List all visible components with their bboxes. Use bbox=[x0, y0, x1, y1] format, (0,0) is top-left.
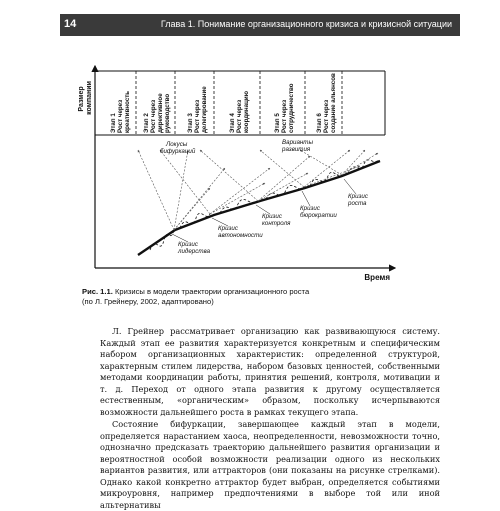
chapter-title: Глава 1. Понимание организационного кризиса и кризисной ситуации bbox=[160, 19, 452, 29]
stage-5-label: Этап 5 Рост через сотрудничество bbox=[274, 83, 295, 133]
crisis-growth-label: Кризис роста bbox=[348, 193, 368, 207]
body-text bbox=[100, 326, 440, 511]
development-variants-label: Варианты развития bbox=[282, 139, 314, 153]
x-axis-label: Время bbox=[364, 273, 390, 282]
y-axis-label: Размер компании bbox=[78, 81, 93, 115]
crisis-bureaucracy-label: Кризис бюрократии bbox=[300, 205, 337, 219]
stage-3-label: Этап 3 Рост через делегирование bbox=[187, 86, 208, 133]
page-header bbox=[60, 14, 460, 36]
paragraph-1: Л. Грейнер рассматривает организацию как развивающуюся систему. Каждый этап ее развития характеризуется конкретным и специфическим набором организационных характеристик: определенной структурой, характерным стилем лидерства, набором базовых ценностей, собственными методами координации работы, принятия решений, контроля, мотивации и т. д. Переход от одного этапа развития к другому осуществляется естественным, «органическим» образом, поскольку исчерпываются возможности дальнейшего роста в рамках текущего этапа. bbox=[100, 326, 440, 417]
bifurcation-loci-label: Локусы бифуркаций bbox=[160, 141, 196, 155]
crisis-leadership-label: Кризис лидерства bbox=[178, 241, 211, 255]
paragraph-2: Состояние бифуркации, завершающее каждый этап в модели, определяется нарастанием хаоса, неопределенности, невозможности точно, однозначно предсказать траекторию дальнейшего развития организации и вероятностной особой возможности реализации одного из нескольких вариантов развития, или аттракторов (они показаны на рисунке стрелками). Однако какой конкретно аттрактор будет выбран, определяется событиями микроуровня, например предпочтениями в выборе той или иной альтернативы bbox=[100, 419, 440, 510]
figure-number: Рис. 1.1. bbox=[82, 287, 113, 296]
stage-4-label: Этап 4 Рост через координацию bbox=[229, 90, 250, 133]
figure-caption-line2: (по Л. Грейнеру, 2002, адаптировано) bbox=[82, 297, 214, 306]
stage-6-label: Этап 6 Рост через создание альянсов bbox=[316, 73, 337, 133]
crisis-autonomy-label: Кризис автономности bbox=[218, 225, 263, 239]
crisis-control-label: Кризис контроля bbox=[262, 213, 291, 227]
growth-trajectory-diagram bbox=[60, 58, 460, 288]
figure-caption bbox=[82, 287, 382, 307]
page-number: 14 bbox=[64, 18, 77, 30]
figure-caption-line1: Кризисы в модели траектории организационного роста bbox=[114, 287, 310, 296]
stage-2-label: Этап 2 Рост через директивное руководство bbox=[143, 93, 171, 133]
growth-trajectory bbox=[138, 161, 380, 255]
stage-1-label: Этап 1 Рост через креативность bbox=[110, 90, 131, 133]
